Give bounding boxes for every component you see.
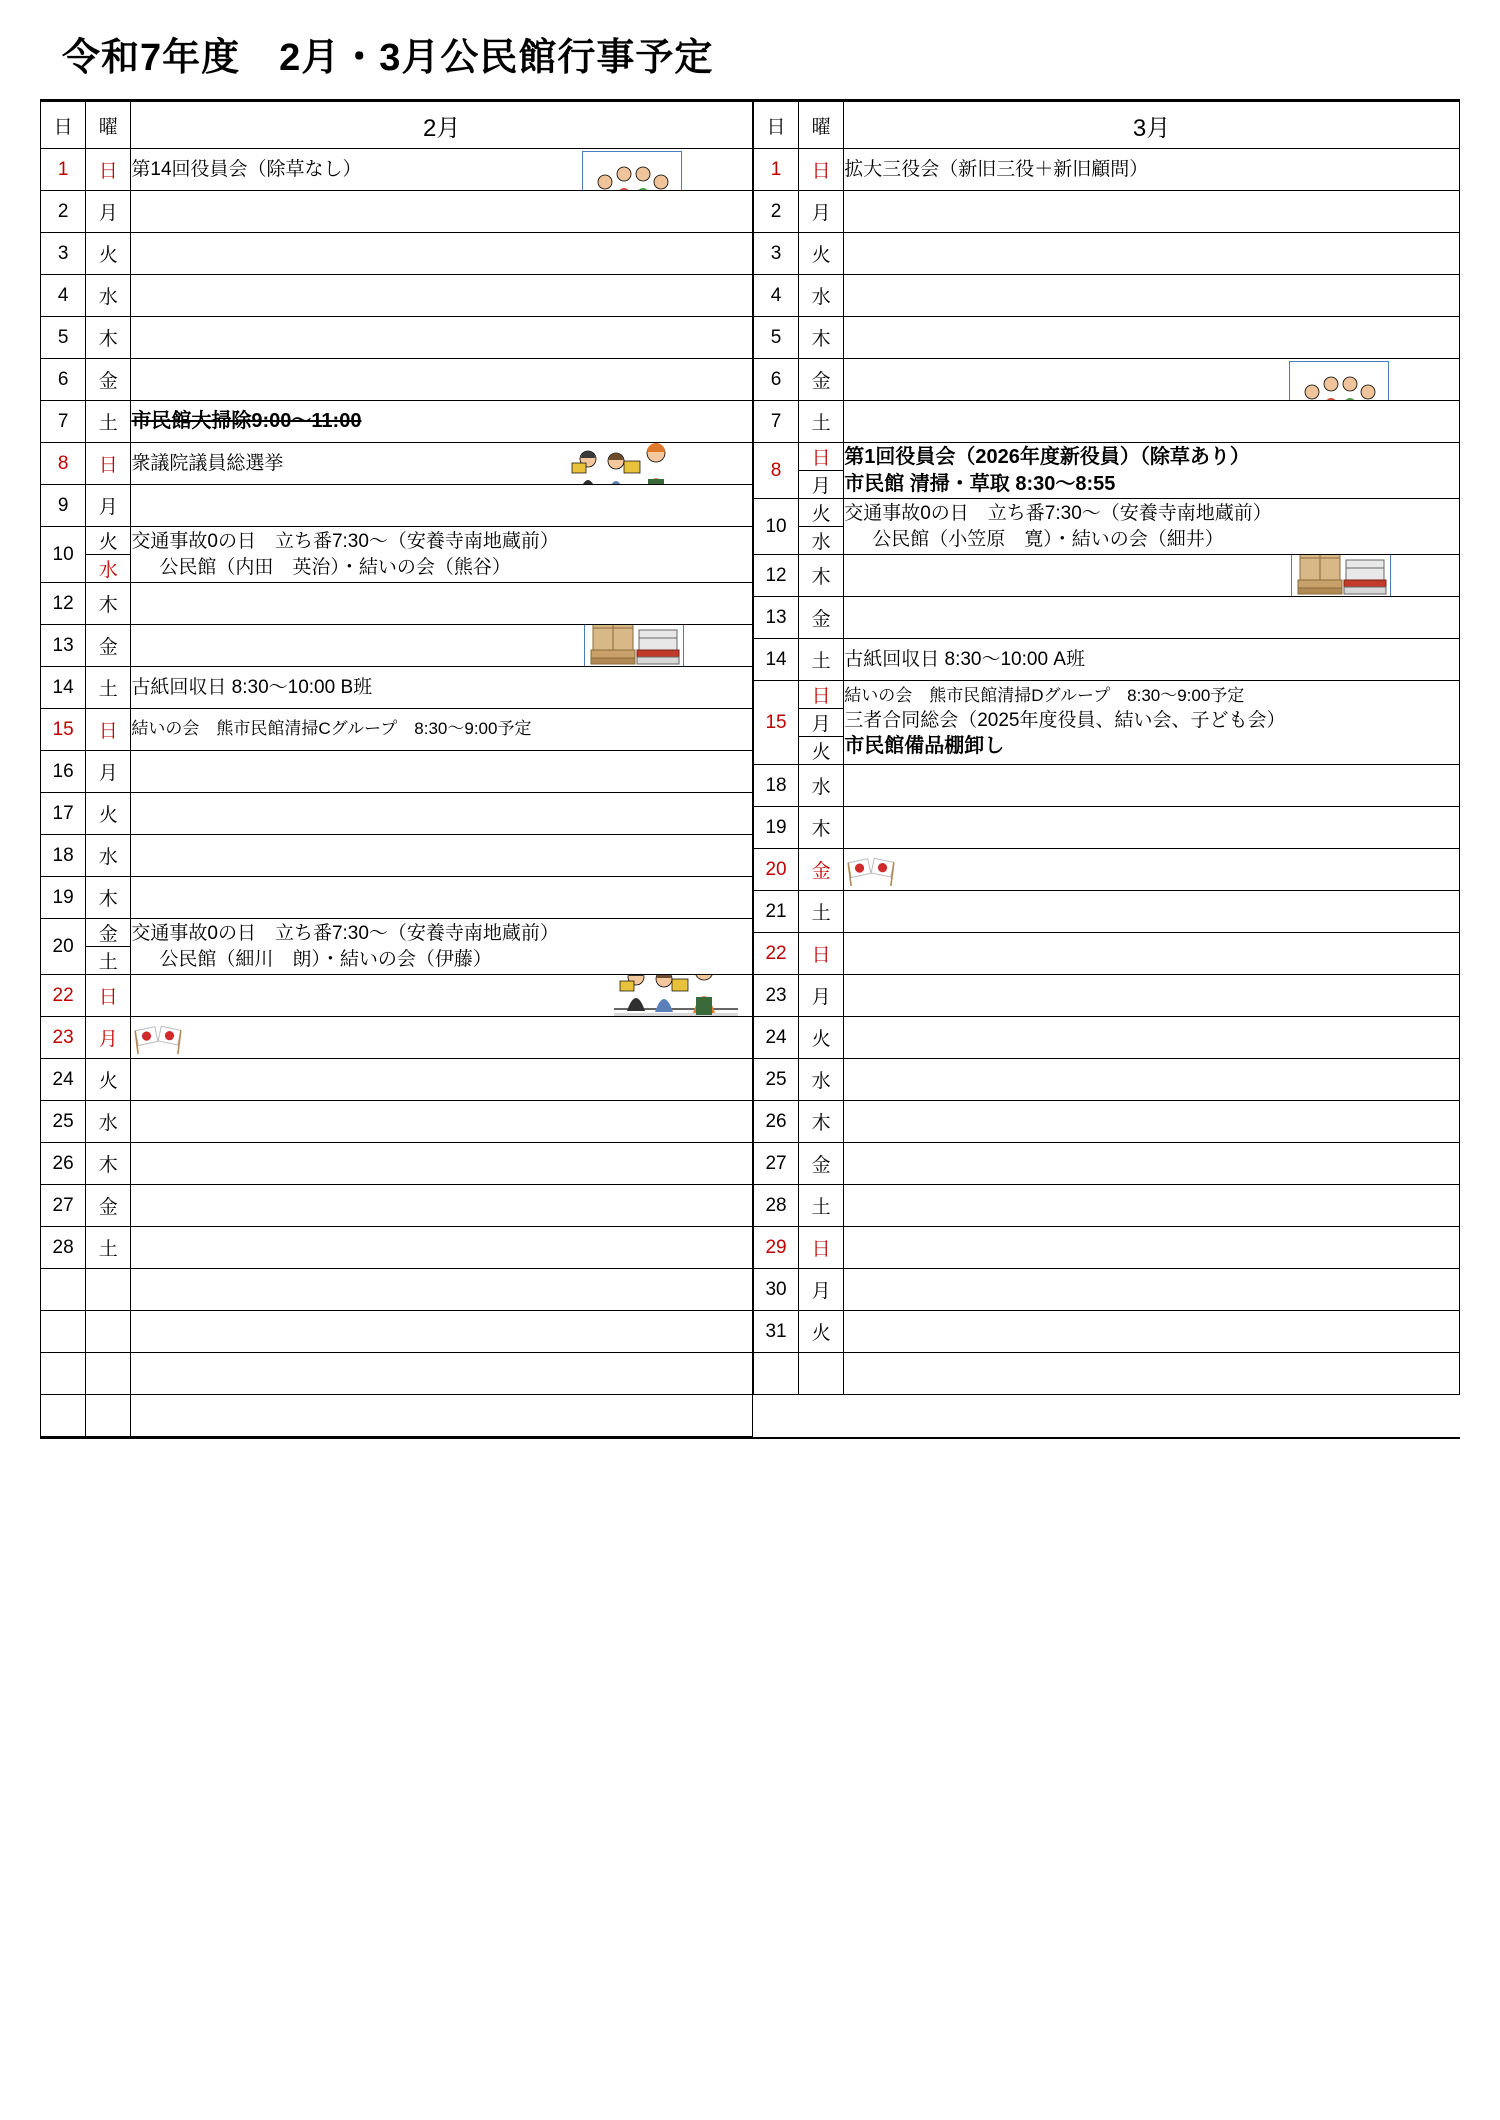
weekday-label: 金 <box>799 849 844 891</box>
day-number: 28 <box>753 1185 798 1227</box>
event-cell <box>131 835 753 877</box>
day-number: 12 <box>41 583 86 625</box>
table-row <box>41 793 753 835</box>
day-number: 14 <box>41 667 86 709</box>
weekday-label <box>86 1311 131 1353</box>
day-number: 8 <box>41 443 86 485</box>
event-cell <box>131 191 753 233</box>
table-row <box>41 1269 753 1311</box>
day-number: 19 <box>41 877 86 919</box>
event-cell <box>844 1059 1460 1101</box>
march-table <box>753 101 1460 1395</box>
event-cell <box>844 401 1460 443</box>
table-row <box>41 835 753 877</box>
weekday-label: 日 <box>86 975 131 1017</box>
table-row <box>753 891 1459 933</box>
weekday-label: 金 <box>799 1143 844 1185</box>
calendar-container <box>40 99 1460 1439</box>
table-row <box>41 975 753 1017</box>
paper-bundle-clipart <box>1291 555 1391 597</box>
event-text: 第14回役員会（除草なし） <box>131 158 362 180</box>
event-cell <box>844 1017 1460 1059</box>
day-number: 15 <box>753 681 798 765</box>
day-number: 4 <box>753 275 798 317</box>
event-cell <box>131 1185 753 1227</box>
event-cell <box>131 149 753 191</box>
day-number: 13 <box>753 597 798 639</box>
table-row <box>753 1101 1459 1143</box>
event-cell <box>844 933 1460 975</box>
event-cell <box>844 1353 1460 1395</box>
event-cell <box>844 1101 1460 1143</box>
weekday-label: 木 <box>799 555 844 597</box>
table-row <box>41 317 753 359</box>
weekday-label: 日 <box>799 149 844 191</box>
event-cell <box>844 191 1460 233</box>
event-text: 市民館 清掃・草取 8:30〜8:55 <box>844 472 1116 495</box>
table-row <box>753 681 1459 709</box>
event-cell <box>844 499 1460 555</box>
table-row <box>41 877 753 919</box>
table-row <box>41 583 753 625</box>
day-number: 3 <box>41 233 86 275</box>
event-cell <box>131 401 753 443</box>
header-day: 日 <box>41 102 86 149</box>
event-cell <box>131 1101 753 1143</box>
day-number: 7 <box>41 401 86 443</box>
event-text: 衆議院議員総選挙 <box>131 452 284 474</box>
table-row <box>753 765 1459 807</box>
march-body <box>753 149 1459 1395</box>
day-number: 13 <box>41 625 86 667</box>
table-row <box>753 1353 1459 1395</box>
day-number: 28 <box>41 1227 86 1269</box>
weekday-label: 土 <box>86 947 131 975</box>
weekday-label: 火 <box>86 527 131 555</box>
weekday-label: 月 <box>86 1017 131 1059</box>
event-cell <box>131 751 753 793</box>
table-row <box>753 1311 1459 1353</box>
header-weekday: 曜 <box>86 102 131 149</box>
table-row <box>41 625 753 667</box>
weekday-label: 火 <box>86 793 131 835</box>
event-text: 三者合同総会（2025年度役員、結い会、子ども会） <box>844 709 1286 731</box>
header-day: 日 <box>753 102 798 149</box>
day-number: 20 <box>41 919 86 975</box>
day-number: 27 <box>753 1143 798 1185</box>
day-number: 2 <box>753 191 798 233</box>
event-cell <box>844 1227 1460 1269</box>
paper-bundle-clipart <box>584 625 684 667</box>
table-row <box>753 149 1459 191</box>
day-number: 16 <box>41 751 86 793</box>
table-row <box>41 275 753 317</box>
day-number: 6 <box>753 359 798 401</box>
event-cell <box>131 1269 753 1311</box>
weekday-label <box>799 1353 844 1395</box>
table-row <box>41 1017 753 1059</box>
march-header-row <box>753 102 1459 149</box>
event-cell <box>131 359 753 401</box>
event-cell <box>131 443 753 485</box>
weekday-label: 火 <box>799 737 844 765</box>
table-row <box>41 709 753 751</box>
february-body <box>41 149 753 1437</box>
national-flag-icon <box>133 1020 185 1054</box>
table-row <box>753 1059 1459 1101</box>
event-text: 交通事故0の日 立ち番7:30〜（安養寺南地蔵前） <box>844 502 1272 524</box>
weekday-label: 水 <box>86 555 131 583</box>
event-cell <box>131 317 753 359</box>
event-cell <box>844 765 1460 807</box>
weekday-label: 土 <box>799 401 844 443</box>
table-row <box>41 919 753 947</box>
weekday-label: 月 <box>86 191 131 233</box>
table-row <box>41 149 753 191</box>
table-row <box>41 527 753 555</box>
table-row <box>753 1185 1459 1227</box>
event-cell <box>844 849 1460 891</box>
day-number: 27 <box>41 1185 86 1227</box>
weekday-label: 日 <box>86 443 131 485</box>
event-cell <box>131 975 753 1017</box>
weekday-label: 日 <box>86 149 131 191</box>
event-cell <box>844 359 1460 401</box>
event-text: 結いの会 熊市民館清掃Cグループ 8:30〜9:00予定 <box>131 719 532 739</box>
weekday-label: 火 <box>799 1017 844 1059</box>
table-row <box>753 443 1459 471</box>
day-number: 24 <box>753 1017 798 1059</box>
february-header-row <box>41 102 753 149</box>
day-number: 3 <box>753 233 798 275</box>
table-row <box>41 1059 753 1101</box>
table-row <box>41 1143 753 1185</box>
crossing-guard-clipart <box>596 975 746 1017</box>
weekday-label: 土 <box>799 1185 844 1227</box>
event-text: 公民館（小笠原 寛）・結いの会（細井） <box>872 528 1224 550</box>
event-cell <box>131 877 753 919</box>
weekday-label: 水 <box>86 835 131 877</box>
event-cell <box>844 681 1460 765</box>
day-number: 31 <box>753 1311 798 1353</box>
event-cell <box>844 275 1460 317</box>
day-number <box>41 1269 86 1311</box>
weekday-label: 日 <box>799 1227 844 1269</box>
weekday-label: 木 <box>86 877 131 919</box>
event-cell <box>844 317 1460 359</box>
event-cell <box>844 149 1460 191</box>
day-number <box>753 1353 798 1395</box>
event-cell <box>131 625 753 667</box>
weekday-label: 水 <box>799 765 844 807</box>
day-number <box>41 1395 86 1437</box>
day-number: 5 <box>753 317 798 359</box>
event-cell <box>131 793 753 835</box>
weekday-label: 日 <box>86 709 131 751</box>
table-row <box>41 1395 753 1437</box>
weekday-label: 水 <box>799 275 844 317</box>
national-flag-icon <box>846 852 898 886</box>
event-cell <box>131 485 753 527</box>
event-text: 拡大三役会（新旧三役＋新旧顧問） <box>844 158 1149 180</box>
weekday-label: 月 <box>86 485 131 527</box>
event-cell <box>131 233 753 275</box>
day-number: 6 <box>41 359 86 401</box>
day-number: 12 <box>753 555 798 597</box>
weekday-label <box>86 1353 131 1395</box>
weekday-label: 土 <box>86 667 131 709</box>
event-cell <box>844 639 1460 681</box>
event-text: 第1回役員会（2026年度新役員）（除草あり） <box>844 445 1250 468</box>
table-row <box>753 555 1459 597</box>
day-number: 22 <box>753 933 798 975</box>
table-row <box>753 359 1459 401</box>
weekday-label: 水 <box>86 275 131 317</box>
page-title: 令和7年度 2月・3月公民館行事予定 <box>62 37 714 79</box>
event-cell <box>844 1269 1460 1311</box>
weekday-label: 金 <box>799 359 844 401</box>
event-text: 交通事故0の日 立ち番7:30〜（安養寺南地蔵前） <box>131 922 559 944</box>
weekday-label: 木 <box>799 1101 844 1143</box>
weekday-label <box>86 1395 131 1437</box>
day-number: 1 <box>753 149 798 191</box>
table-row <box>753 933 1459 975</box>
day-number: 9 <box>41 485 86 527</box>
weekday-label: 金 <box>799 597 844 639</box>
day-number: 1 <box>41 149 86 191</box>
day-number: 10 <box>41 527 86 583</box>
day-number: 17 <box>41 793 86 835</box>
event-text: 市民館備品棚卸し <box>844 735 1005 758</box>
day-number: 30 <box>753 1269 798 1311</box>
event-cell <box>844 975 1460 1017</box>
day-number: 5 <box>41 317 86 359</box>
weekday-label: 月 <box>799 1269 844 1311</box>
table-row <box>41 443 753 485</box>
event-cell <box>844 1311 1460 1353</box>
weekday-label: 月 <box>799 471 844 499</box>
event-cell <box>844 443 1460 499</box>
event-cell <box>844 1185 1460 1227</box>
weekday-label: 木 <box>86 1143 131 1185</box>
event-text: 交通事故0の日 立ち番7:30〜（安養寺南地蔵前） <box>131 530 559 552</box>
event-cell <box>131 1395 753 1437</box>
table-row <box>41 751 753 793</box>
table-row <box>41 233 753 275</box>
table-row <box>753 233 1459 275</box>
table-row <box>753 275 1459 317</box>
weekday-label: 火 <box>86 233 131 275</box>
event-cell <box>844 233 1460 275</box>
event-cell <box>131 275 753 317</box>
day-number: 18 <box>753 765 798 807</box>
day-number: 23 <box>753 975 798 1017</box>
event-text: 結いの会 熊市民館清掃Dグループ 8:30〜9:00予定 <box>844 685 1245 705</box>
table-row <box>753 639 1459 681</box>
event-text: 公民館（内田 英治）・結いの会（熊谷） <box>159 556 511 578</box>
table-row <box>41 1227 753 1269</box>
table-row <box>753 807 1459 849</box>
day-number <box>41 1311 86 1353</box>
weekday-label: 日 <box>799 933 844 975</box>
event-cell <box>844 1143 1460 1185</box>
weekday-label: 火 <box>86 1059 131 1101</box>
weekday-label: 金 <box>86 625 131 667</box>
day-number: 7 <box>753 401 798 443</box>
event-text: 古紙回収日 8:30〜10:00 B班 <box>131 676 373 698</box>
day-number: 15 <box>41 709 86 751</box>
weekday-label: 水 <box>799 527 844 555</box>
table-row <box>41 1101 753 1143</box>
february-table <box>40 101 753 1437</box>
table-row <box>753 1269 1459 1311</box>
table-row <box>41 191 753 233</box>
table-row <box>753 1143 1459 1185</box>
weekday-label: 月 <box>799 191 844 233</box>
table-row <box>41 1311 753 1353</box>
weekday-label: 水 <box>799 1059 844 1101</box>
day-number <box>41 1353 86 1395</box>
day-number: 29 <box>753 1227 798 1269</box>
event-cell <box>131 1311 753 1353</box>
weekday-label: 火 <box>799 499 844 527</box>
event-cell <box>844 555 1460 597</box>
event-cell <box>844 597 1460 639</box>
table-row <box>753 1227 1459 1269</box>
weekday-label <box>86 1269 131 1311</box>
weekday-label: 土 <box>799 891 844 933</box>
table-row <box>753 975 1459 1017</box>
header-month-february: 2月 <box>131 102 753 149</box>
weekday-label: 土 <box>799 639 844 681</box>
weekday-label: 土 <box>86 1227 131 1269</box>
weekday-label: 月 <box>799 709 844 737</box>
event-cell <box>131 1227 753 1269</box>
table-row <box>753 401 1459 443</box>
event-cell <box>131 709 753 751</box>
meeting-clipart <box>1289 361 1389 401</box>
table-row <box>753 1017 1459 1059</box>
event-text: 公民館（細川 朗）・結いの会（伊藤） <box>159 948 492 970</box>
day-number: 8 <box>753 443 798 499</box>
weekday-label: 木 <box>799 317 844 359</box>
event-cell <box>131 1143 753 1185</box>
day-number: 21 <box>753 891 798 933</box>
event-cell <box>131 527 753 583</box>
day-number: 18 <box>41 835 86 877</box>
weekday-label: 土 <box>86 401 131 443</box>
table-row <box>41 359 753 401</box>
day-number: 2 <box>41 191 86 233</box>
table-row <box>753 191 1459 233</box>
weekday-label: 水 <box>86 1101 131 1143</box>
event-cell <box>131 919 753 975</box>
table-row <box>41 1185 753 1227</box>
event-cell <box>131 583 753 625</box>
day-number: 19 <box>753 807 798 849</box>
day-number: 10 <box>753 499 798 555</box>
event-text: 古紙回収日 8:30〜10:00 A班 <box>844 648 1085 670</box>
day-number: 14 <box>753 639 798 681</box>
day-number: 4 <box>41 275 86 317</box>
event-cell <box>131 1059 753 1101</box>
table-row <box>753 317 1459 359</box>
table-row <box>753 597 1459 639</box>
weekday-label: 木 <box>86 317 131 359</box>
day-number: 23 <box>41 1017 86 1059</box>
weekday-label: 木 <box>86 583 131 625</box>
weekday-label: 金 <box>86 1185 131 1227</box>
weekday-label: 日 <box>799 681 844 709</box>
day-number: 24 <box>41 1059 86 1101</box>
table-row <box>41 1353 753 1395</box>
weekday-label: 金 <box>86 919 131 947</box>
weekday-label: 月 <box>86 751 131 793</box>
weekday-label: 金 <box>86 359 131 401</box>
day-number: 20 <box>753 849 798 891</box>
weekday-label: 月 <box>799 975 844 1017</box>
table-row <box>753 849 1459 891</box>
event-cell <box>131 667 753 709</box>
table-row <box>41 667 753 709</box>
weekday-label: 日 <box>799 443 844 471</box>
day-number: 25 <box>41 1101 86 1143</box>
event-text: 市民館大掃除9:00〜11:00 <box>131 410 362 432</box>
weekday-label: 火 <box>799 1311 844 1353</box>
event-cell <box>131 1017 753 1059</box>
event-cell <box>844 891 1460 933</box>
weekday-label: 木 <box>799 807 844 849</box>
table-row <box>41 485 753 527</box>
day-number: 25 <box>753 1059 798 1101</box>
table-row <box>753 499 1459 527</box>
event-cell <box>131 1353 753 1395</box>
day-number: 26 <box>753 1101 798 1143</box>
event-cell <box>844 807 1460 849</box>
day-number: 22 <box>41 975 86 1017</box>
day-number: 26 <box>41 1143 86 1185</box>
weekday-label: 火 <box>799 233 844 275</box>
header-weekday: 曜 <box>799 102 844 149</box>
header-month-march: 3月 <box>844 102 1460 149</box>
table-row <box>41 401 753 443</box>
